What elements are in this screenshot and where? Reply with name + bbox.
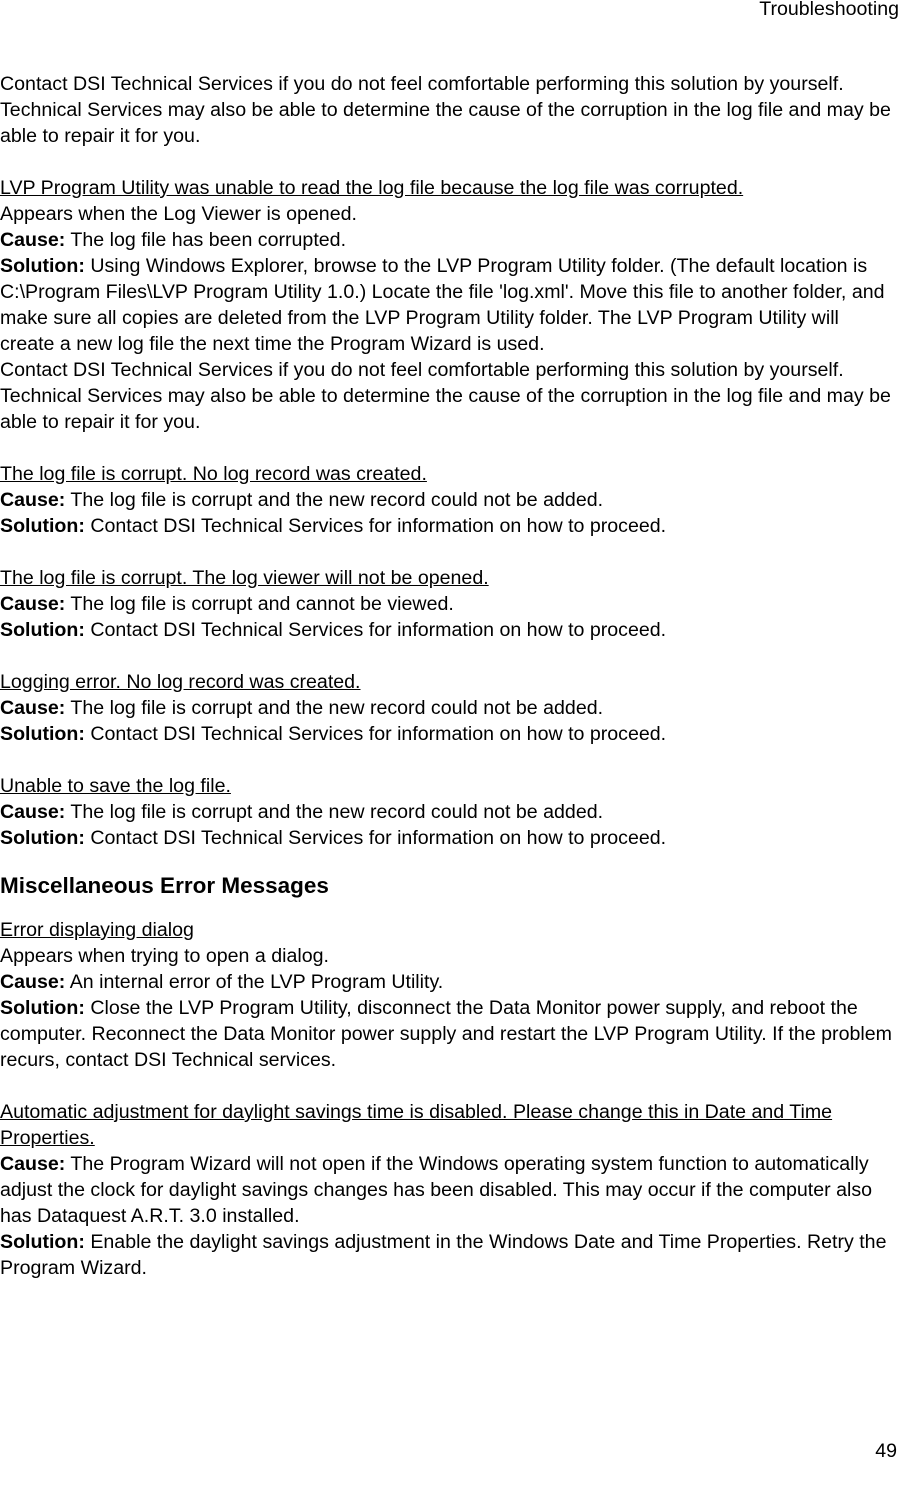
solution-text: Contact DSI Technical Services for information on how to proceed. [84, 723, 667, 745]
solution-text: Contact DSI Technical Services for information on how to proceed. [84, 619, 667, 641]
cause-text: An internal error of the LVP Program Utility. [65, 971, 444, 993]
cause-text: The log file is corrupt and the new record could not be added. [65, 697, 604, 719]
cause-label: Cause: [0, 971, 66, 993]
error-cause [0, 1151, 898, 1229]
solution-text: Enable the daylight savings adjustment in the Windows Date and Time Properties. Retry the Program Wizard. [0, 1231, 887, 1279]
running-header: Troubleshooting [759, 0, 899, 20]
cause-label: Cause: [0, 489, 66, 511]
error-solution [0, 513, 898, 539]
cause-label: Cause: [0, 593, 66, 615]
page-content [0, 71, 898, 1307]
error-cause [0, 969, 898, 995]
error-solution [0, 1229, 898, 1281]
solution-label: Solution: [0, 1231, 85, 1253]
cause-text: The Program Wizard will not open if the Windows operating system function to automatically adjust the clock for daylight savings changes has been disabled. This may occur if the computer also has Dataquest A.R.T. 3.0 installed. [0, 1153, 873, 1227]
solution-label: Solution: [0, 827, 85, 849]
cause-text: The log file is corrupt and the new record could not be added. [65, 801, 604, 823]
solution-label: Solution: [0, 619, 85, 641]
error-title: The log file is corrupt. The log viewer will not be opened. [0, 567, 489, 589]
cause-label: Cause: [0, 1153, 66, 1175]
solution-label: Solution: [0, 723, 85, 745]
error-entry-logging-error [0, 669, 898, 747]
error-cause [0, 227, 898, 253]
error-entry-unable-to-save [0, 773, 898, 851]
solution-text: Contact DSI Technical Services for information on how to proceed. [84, 515, 667, 537]
error-cause [0, 695, 898, 721]
error-title: Unable to save the log file. [0, 775, 231, 797]
solution-text: Close the LVP Program Utility, disconnect the Data Monitor power supply, and reboot the computer. Reconnect the Data Monitor power supply and restart the LVP Program Utility. If the problem recurs, contact DSI Technical services. [0, 997, 892, 1071]
solution-label: Solution: [0, 997, 85, 1019]
intro-paragraph: Contact DSI Technical Services if you do not feel comfortable performing this solution by yourself. Technical Services may also be able to determine the cause of the corruption in the log file and may be able to repair it for you. [0, 73, 891, 147]
cause-label: Cause: [0, 697, 66, 719]
error-title: Error displaying dialog [0, 919, 194, 941]
error-entry-log-viewer-not-opened [0, 565, 898, 643]
error-entry-log-corrupt-no-record [0, 461, 898, 539]
error-title: Automatic adjustment for daylight savings time is disabled. Please change this in Date and Time Properties. [0, 1101, 833, 1149]
error-appears: Appears when the Log Viewer is opened. [0, 203, 357, 225]
error-cause [0, 799, 898, 825]
error-solution [0, 995, 898, 1073]
error-title: Logging error. No log record was created. [0, 671, 361, 693]
error-entry-displaying-dialog [0, 917, 898, 1073]
error-solution [0, 617, 898, 643]
error-solution [0, 825, 898, 851]
error-entry-log-unreadable [0, 175, 898, 435]
error-title: LVP Program Utility was unable to read the log file because the log file was corrupted. [0, 177, 744, 199]
cause-label: Cause: [0, 801, 66, 823]
cause-text: The log file has been corrupted. [65, 229, 347, 251]
error-note: Contact DSI Technical Services if you do not feel comfortable performing this solution by yourself. Technical Services may also be able to determine the cause of the corruption in the log file and may be able to repair it for you. [0, 359, 891, 433]
solution-text: Contact DSI Technical Services for information on how to proceed. [84, 827, 667, 849]
solution-text: Using Windows Explorer, browse to the LVP Program Utility folder. (The default location is C:\Program Files\LVP Program Utility 1.0.) Locate the file 'log.xml'. Move this file to another folder, and make sure all copies are deleted from the LVP Program Utility folder. The LVP Program Utility will create a new log file the next time the Program Wizard is used. [0, 255, 885, 355]
cause-text: The log file is corrupt and the new record could not be added. [65, 489, 604, 511]
page-number: 49 [875, 1440, 897, 1462]
error-title: The log file is corrupt. No log record was created. [0, 463, 427, 485]
section-heading: Miscellaneous Error Messages [0, 873, 329, 898]
error-entry-daylight-savings [0, 1099, 898, 1281]
error-appears: Appears when trying to open a dialog. [0, 945, 329, 967]
error-cause [0, 591, 898, 617]
error-solution [0, 721, 898, 747]
cause-text: The log file is corrupt and cannot be viewed. [65, 593, 454, 615]
solution-label: Solution: [0, 255, 85, 277]
error-solution [0, 253, 898, 357]
error-cause [0, 487, 898, 513]
cause-label: Cause: [0, 229, 66, 251]
solution-label: Solution: [0, 515, 85, 537]
